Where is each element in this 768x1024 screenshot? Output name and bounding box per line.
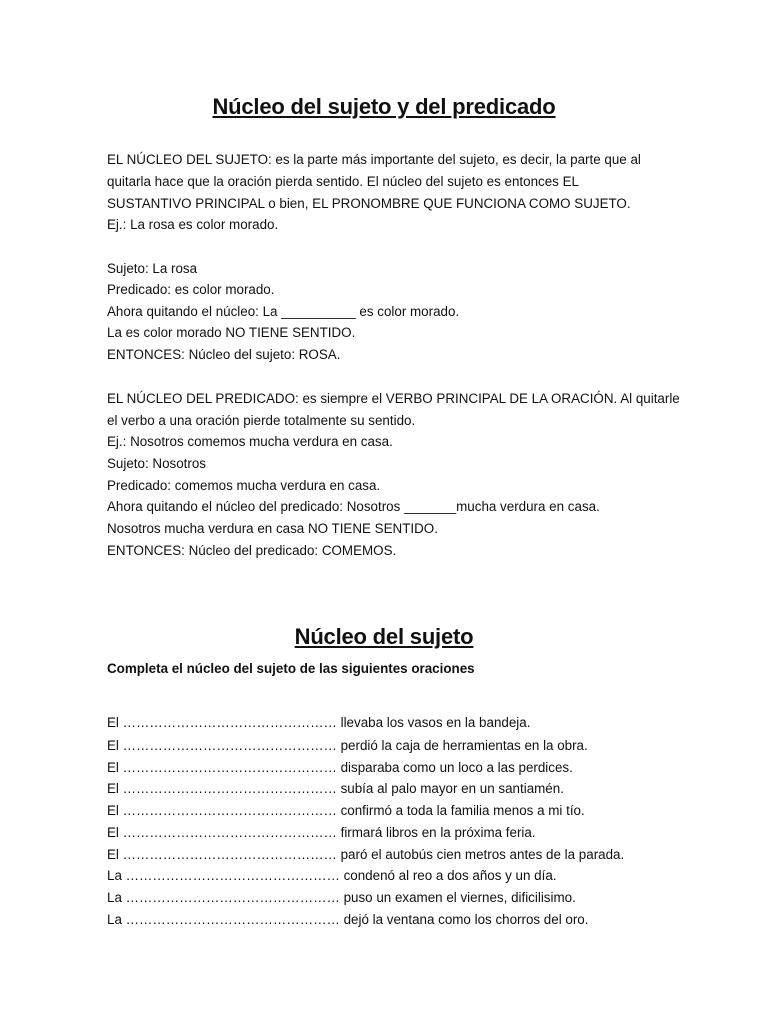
paragraph-line: Ahora quitando el núcleo del predicado: Nosotros _______mucha verdura en casa. [107,499,600,514]
paragraph-line: EL NÚCLEO DEL PREDICADO: es siempre el VERBO PRINCIPAL DE LA ORACIÓN. Al quitarle [107,391,680,406]
paragraph-line: La es color morado NO TIENE SENTIDO. [107,325,356,340]
paragraph-line: Sujeto: Nosotros [107,456,206,471]
paragraph-line: Ej.: La rosa es color morado. [107,217,279,232]
exercise-line: La ………………………………………… condenó al reo a dos años y un día. [107,868,557,883]
exercise-line: El ………………………………………… disparaba como un loco a las perdices. [107,760,573,775]
paragraph-line: EL NÚCLEO DEL SUJETO: es la parte más importante del sujeto, es decir, la parte que al [107,152,641,167]
exercise-line: La ………………………………………… dejó la ventana como los chorros del oro. [107,912,589,927]
exercise-line: La ………………………………………… puso un examen el viernes, dificilisimo. [107,890,576,905]
exercise-line: El ………………………………………… firmará libros en la próxima feria. [107,825,536,840]
paragraph-line: ENTONCES: Núcleo del sujeto: ROSA. [107,347,341,362]
page-title: Núcleo del sujeto y del predicado [212,94,556,119]
exercise-line: El ………………………………………… llevaba los vasos en la bandeja. [107,715,531,730]
exercise-line: El ………………………………………… perdió la caja de herramientas en la obra. [107,738,588,753]
paragraph-line: Ahora quitando el núcleo: La __________ es color morado. [107,304,460,319]
exercise-line: El ………………………………………… confirmó a toda la familia menos a mi tío. [107,803,585,818]
paragraph-line: Ej.: Nosotros comemos mucha verdura en casa. [107,434,393,449]
exercise-line: El ………………………………………… paró el autobús cien metros antes de la parada. [107,847,625,862]
paragraph-line: Nosotros mucha verdura en casa NO TIENE SENTIDO. [107,521,438,536]
instruction-text: Completa el núcleo del sujeto de las siguientes oraciones [107,661,475,676]
paragraph-line: ENTONCES: Núcleo del predicado: COMEMOS. [107,543,397,558]
paragraph-line: Predicado: comemos mucha verdura en casa. [107,478,381,493]
paragraph-line: Predicado: es color morado. [107,282,275,297]
section-title: Núcleo del sujeto [294,624,474,649]
paragraph-line: SUSTANTIVO PRINCIPAL o bien, EL PRONOMBRE QUE FUNCIONA COMO SUJETO. [107,196,631,211]
exercise-line: El ………………………………………… subía al palo mayor en un santiamén. [107,781,564,796]
paragraph-line: quitarla hace que la oración pierda sentido. El núcleo del sujeto es entonces EL [107,174,579,189]
paragraph-line: Sujeto: La rosa [107,261,198,276]
paragraph-line: el verbo a una oración pierde totalmente su sentido. [107,413,416,428]
